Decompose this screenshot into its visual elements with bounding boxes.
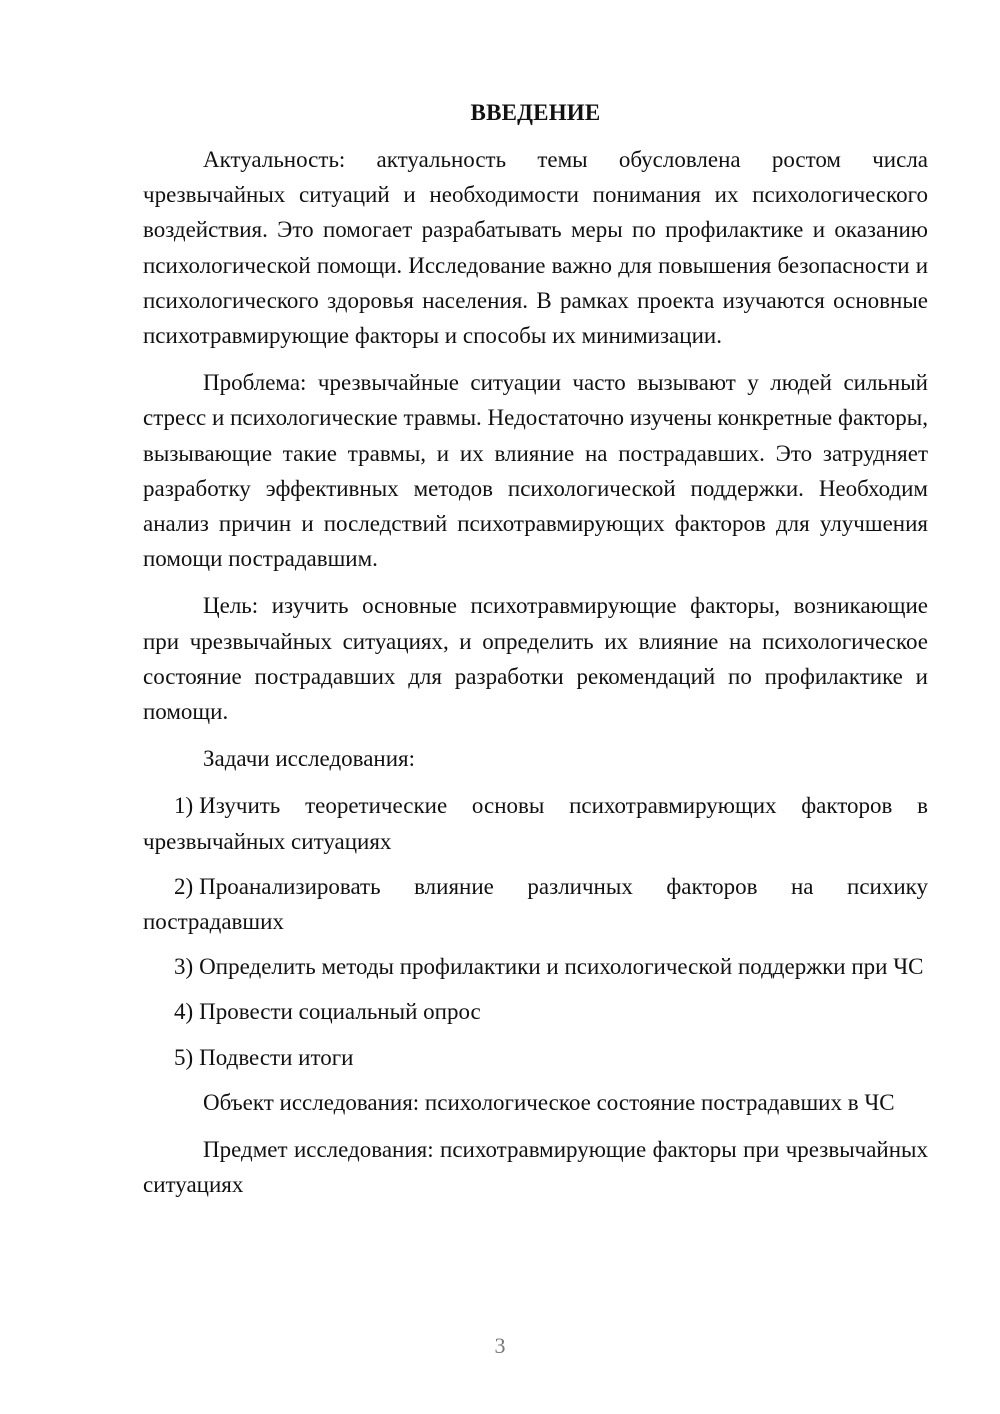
list-item: [143, 994, 928, 1029]
list-item-text: Изучить теоретические основы психотравмирующих факторов в чрезвычайных ситуациях: [143, 793, 928, 854]
tasks-heading: Задачи исследования:: [203, 746, 416, 772]
list-item-number: 3): [174, 954, 194, 980]
subject-paragraph: Предмет исследования: психотравмирующие факторы при чрезвычайных ситуациях: [143, 1137, 928, 1198]
goal-paragraph: Цель: изучить основные психотравмирующие факторы, возникающие при чрезвычайных ситуациях, и определить их влияние на психологическое состояние пострадавших для разработки рекомендаций по профилактике и помощи.: [143, 593, 928, 725]
list-item-number: 5): [174, 1044, 194, 1070]
list-item-number: 2): [174, 873, 194, 899]
list-item-text: Провести социальный опрос: [199, 999, 481, 1025]
section-heading: ВВЕДЕНИЕ: [470, 100, 601, 125]
list-item-text: Подвести итоги: [199, 1044, 354, 1070]
tasks-list: [143, 788, 928, 1074]
page-number: 3: [494, 1333, 506, 1358]
list-item-number: 4): [174, 999, 194, 1025]
list-item: [143, 869, 928, 939]
list-item-number: 1): [174, 793, 194, 819]
list-item-text: Определить методы профилактики и психологической поддержки при ЧС: [199, 954, 924, 980]
list-item-text: Проанализировать влияние различных факторов на психику пострадавших: [143, 873, 928, 935]
list-item: [143, 949, 928, 984]
list-item: [143, 1040, 928, 1075]
object-paragraph: Объект исследования: психологическое состояние пострадавших в ЧС: [203, 1089, 895, 1115]
page-content: [143, 95, 928, 1214]
relevance-paragraph: Актуальность: актуальность темы обусловлена ростом числа чрезвычайных ситуаций и необходимости понимания их психологического воздействия. Это помогает разрабатывать меры по профилактике и оказанию психологической помощи. Исследование важно для повышения безопасности и психологического здоровья населения. В рамках проекта изучаются основные психотравмирующие факторы и способы их минимизации.: [143, 147, 928, 349]
problem-paragraph: Проблема: чрезвычайные ситуации часто вызывают у людей сильный стресс и психологические травмы. Недостаточно изучены конкретные факторы, вызывающие такие травмы, и их влияние на пострадавших. Это затрудняет разработку эффективных методов психологической поддержки. Необходим анализ причин и последствий психотравмирующих факторов для улучшения помощи пострадавшим.: [143, 370, 928, 572]
list-item: [143, 788, 928, 858]
